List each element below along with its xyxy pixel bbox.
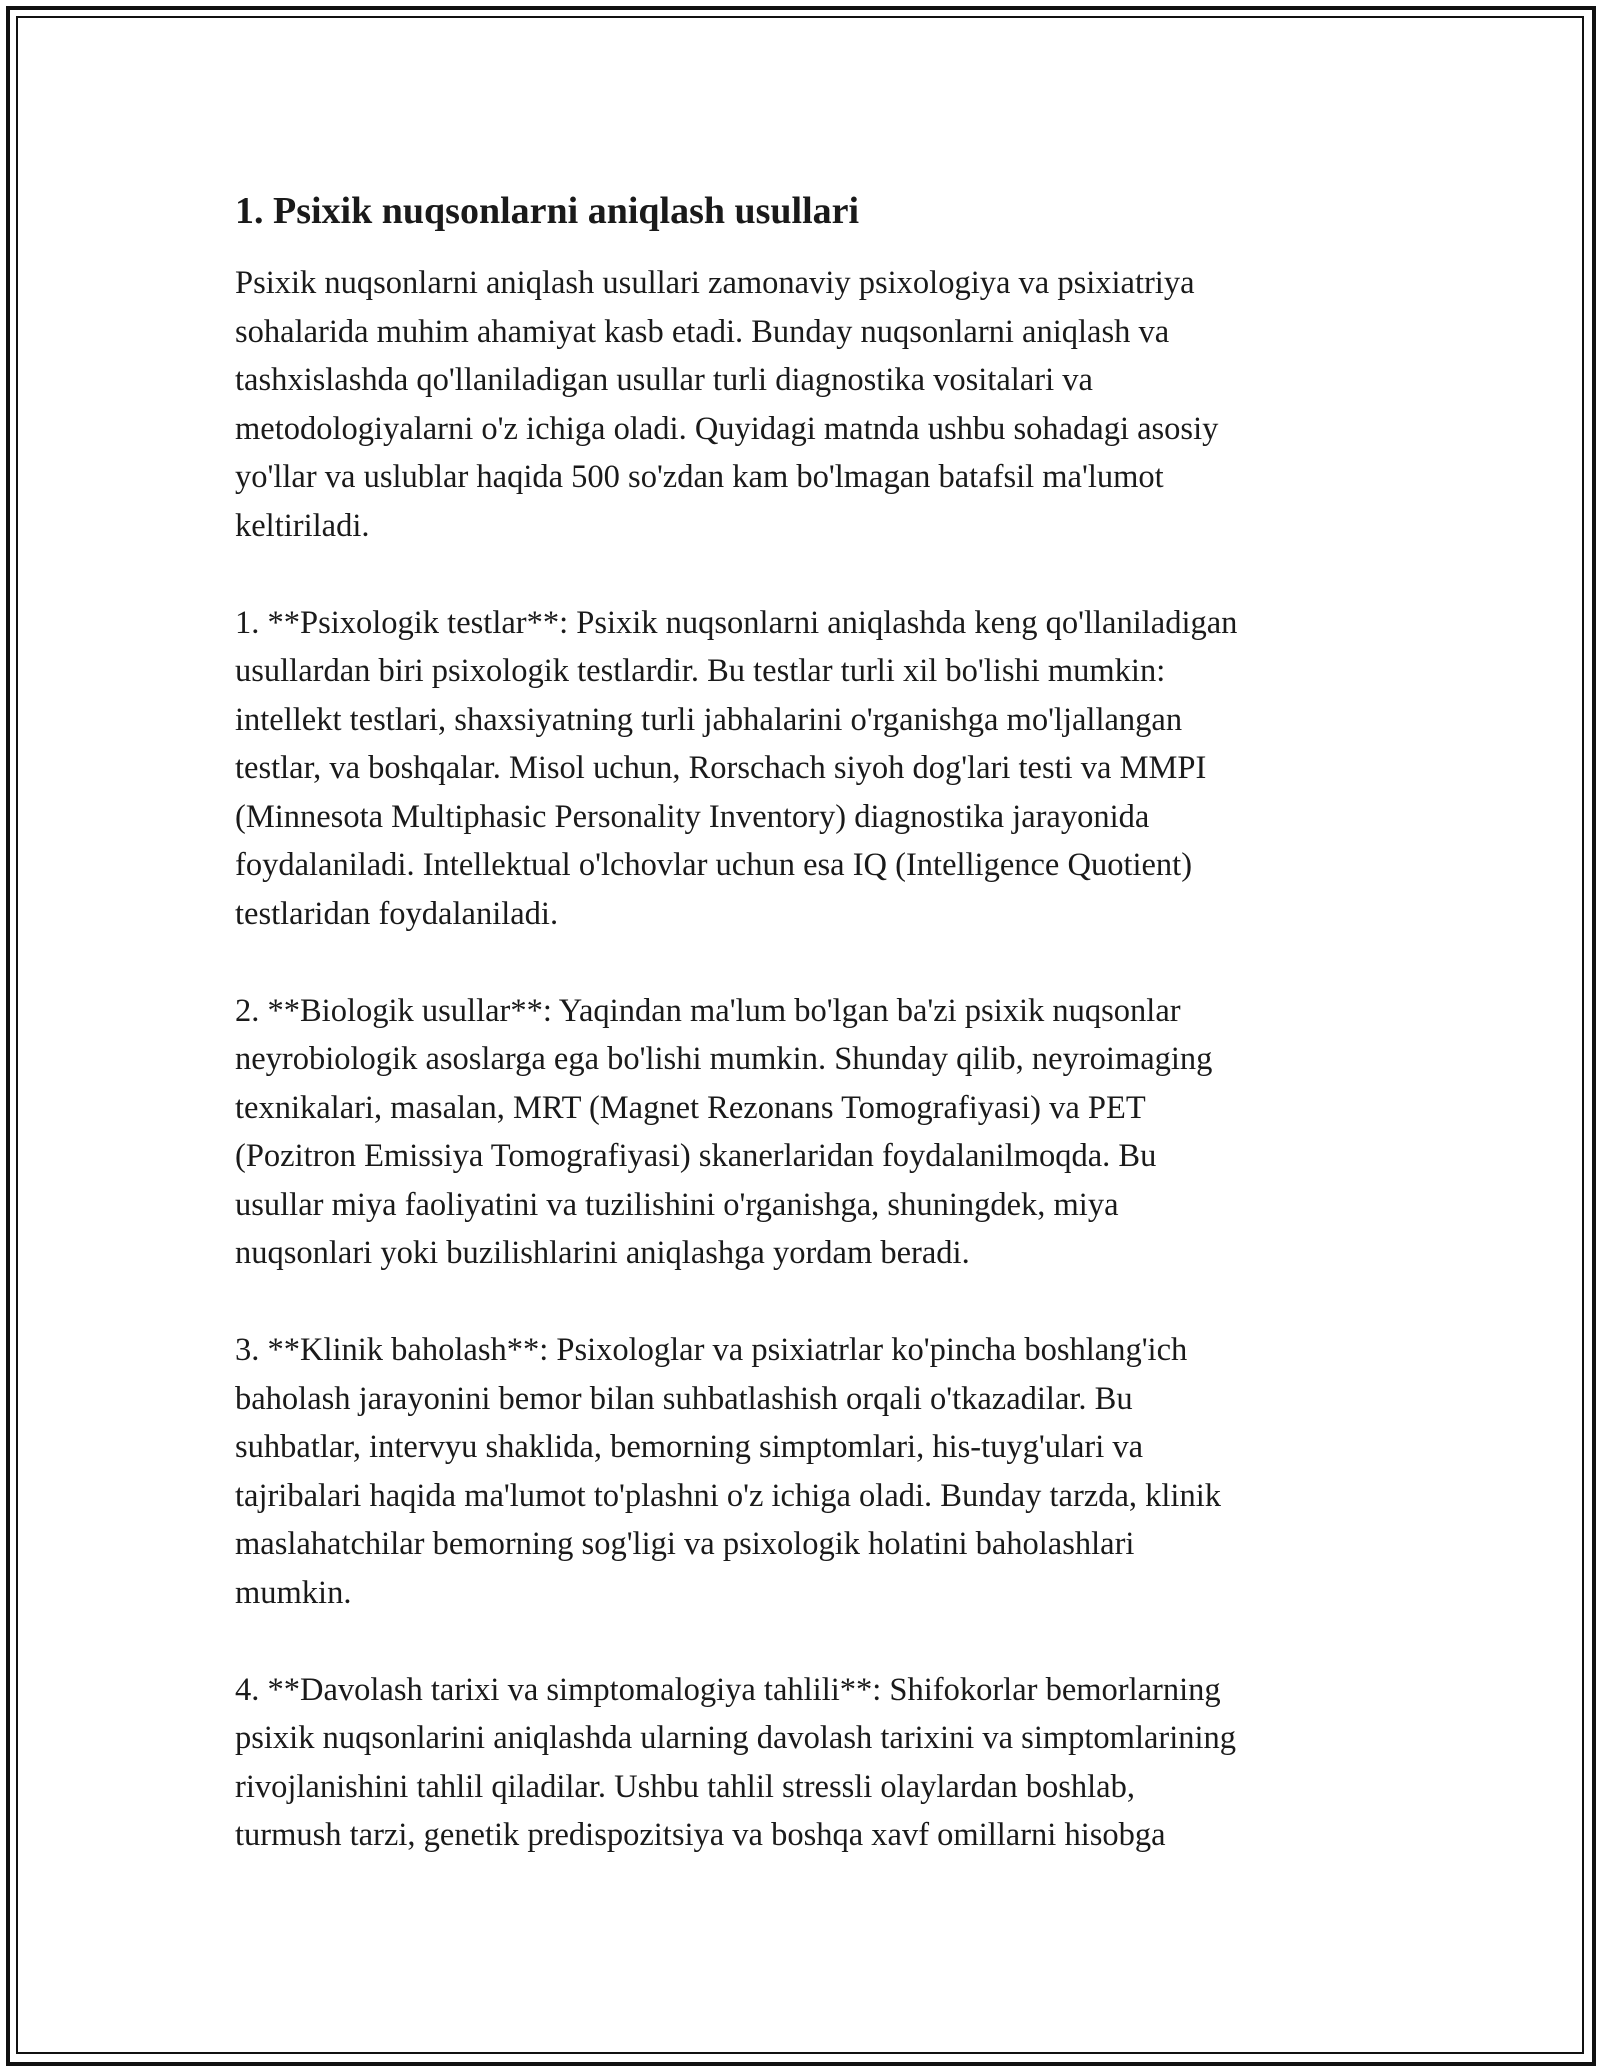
paragraph-davolash-tarixi: 4. **Davolash tarixi va simptomalogiya tahlili**: Shifokorlar bemorlarning psixik nuqsonlarini aniqlashda ularning davolash tarixini va simptomlarining rivojlanishini tahlil qiladilar. Ushbu tahlil stressli olaylardan boshlab, turmush tarzi, genetik predispozitsiya va boshqa xavf omillarni hisobga [235, 1671, 1237, 1853]
intro-paragraph: Psixik nuqsonlarni aniqlash usullari zamonaviy psixologiya va psixiatriya sohalarida muhim ahamiyat kasb etadi. Bunday nuqsonlarni aniqlash va tashxislashda qo'llaniladigan usullar turli diagnostika vositalari va metodologiyalarni o'z ichiga oladi. Quyidagi matnda ushbu sohadagi asosiy yo'llar va uslublar haqida 500 so'zdan kam bo'lmagan batafsil ma'lumot keltiriladi. [235, 265, 1219, 544]
paragraph-biologik-usullar: 2. **Biologik usullar**: Yaqindan ma'lum bo'lgan ba'zi psixik nuqsonlar neyrobiologik asoslarga ega bo'lishi mumkin. Shunday qilib, neyroimaging texnikalari, masalan, MRT (Magnet Rezonans Tomografiyasi) va PET (Pozitron Emissiya Tomografiyasi) skanerlaridan foydalanilmoqda. Bu usullar miya faoliyatini va tuzilishini o'rganishga, shuningdek, miya nuqsonlari yoki buzilishlarini aniqlashga yordam beradi. [235, 992, 1213, 1271]
paragraph-klinik-baholash: 3. **Klinik baholash**: Psixologlar va psixiatrlar ko'pincha boshlang'ich baholash jarayonini bemor bilan suhbatlashish orqali o'tkazadilar. Bu suhbatlar, intervyu shaklida, bemorning simptomlari, his-tuyg'ulari va tajribalari haqida ma'lumot to'plashni o'z ichiga oladi. Bunday tarzda, klinik maslahatchilar bemorning sog'ligi va psixologik holatini baholashlari mumkin. [235, 1332, 1221, 1611]
document-title: 1. Psixik nuqsonlarni aniqlash usullari [235, 190, 860, 232]
document-body [235, 185, 1385, 1908]
paragraph-psixologik-testlar: 1. **Psixologik testlar**: Psixik nuqsonlarni aniqlashda keng qo'llaniladigan usullardan biri psixologik testlardir. Bu testlar turli xil bo'lishi mumkin: intellekt testlari, shaxsiyatning turli jabhalarini o'rganishga mo'ljallangan testlar, va boshqalar. Misol uchun, Rorschach siyoh dog'lari testi va MMPI (Minnesota Multiphasic Personality Inventory) diagnostika jarayonida foydalaniladi. Intellektual o'lchovlar uchun esa IQ (Intelligence Quotient) testlaridan foydalaniladi. [235, 604, 1238, 932]
